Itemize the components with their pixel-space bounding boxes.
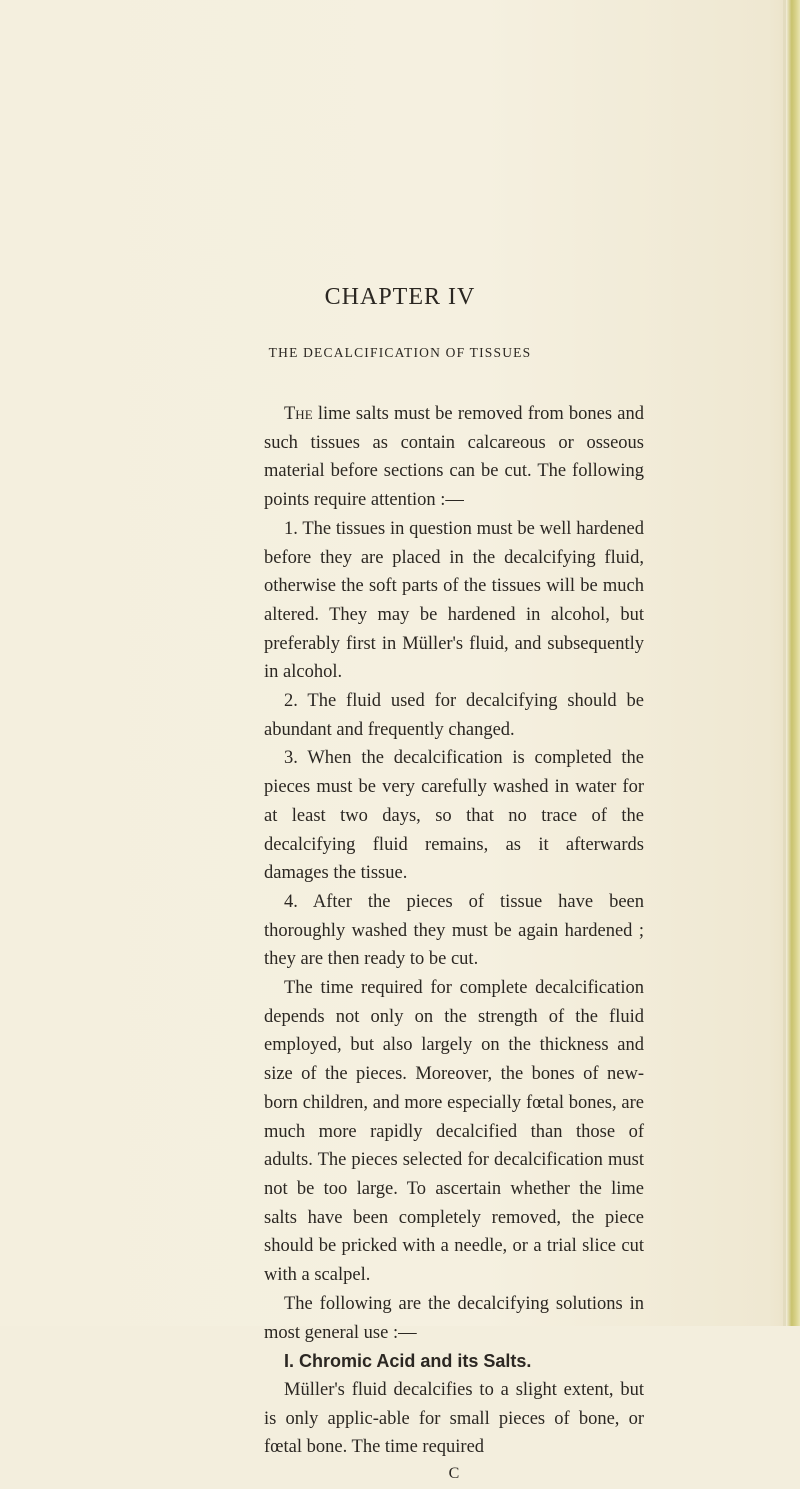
point-4: 4. After the pieces of tissue have been thoroughly washed they must be again hardened ; they are then ready to be cut. (264, 891, 644, 970)
body-text (264, 400, 644, 1489)
paragraph-decalcification-time: The time required for complete decalcification depends not only on the strength of the fluid employed, but also largely on the thickness and size of the pieces. Moreover, the bones of new-born children, and more especially fœtal bones, are much more rapidly decalcified than those of adults. The pieces selected for decalcification must not be too large. To ascertain whether the lime salts have been completely removed, the piece should be pricked with a needle, or a trial slice cut with a scalpel. (264, 978, 644, 1286)
paragraph-solutions-intro: The following are the decalcifying solutions in most general use :— (264, 1293, 644, 1343)
intro-first-word: The (284, 404, 313, 424)
section-heading: I. Chromic Acid and its Salts. (284, 1351, 532, 1372)
chapter-heading: CHAPTER IV (324, 284, 476, 310)
point-2: 2. The fluid used for decalcifying should be abundant and frequently changed. (264, 691, 644, 740)
chapter-title: THE DECALCIFICATION OF TISSUES (268, 345, 532, 360)
intro-rest: lime salts must be removed from bones and such tissues as contain calcareous or osseous material before sections can be cut. The following points require attention :— (264, 404, 644, 511)
section-paragraph: Müller's fluid decalcifies to a slight extent, but is only applic-able for small pieces of bone, or fœtal bone. The time required (264, 1379, 644, 1458)
intro-paragraph (264, 400, 644, 515)
point-1: 1. The tissues in question must be well hardened before they are placed in the decalcifying fluid, otherwise the soft parts of the tissues will be much altered. They may be hardened in alcohol, but preferably first in Müller's fluid, and subsequently in alcohol. (264, 518, 644, 683)
page-edge-stain (786, 0, 800, 1326)
signature-mark: C (448, 1465, 460, 1483)
point-3: 3. When the decalcification is completed the pieces must be very carefully washed in water for at least two days, so that no trace of the decalcifying fluid remains, as it afterwards damages the tissue. (264, 748, 644, 884)
